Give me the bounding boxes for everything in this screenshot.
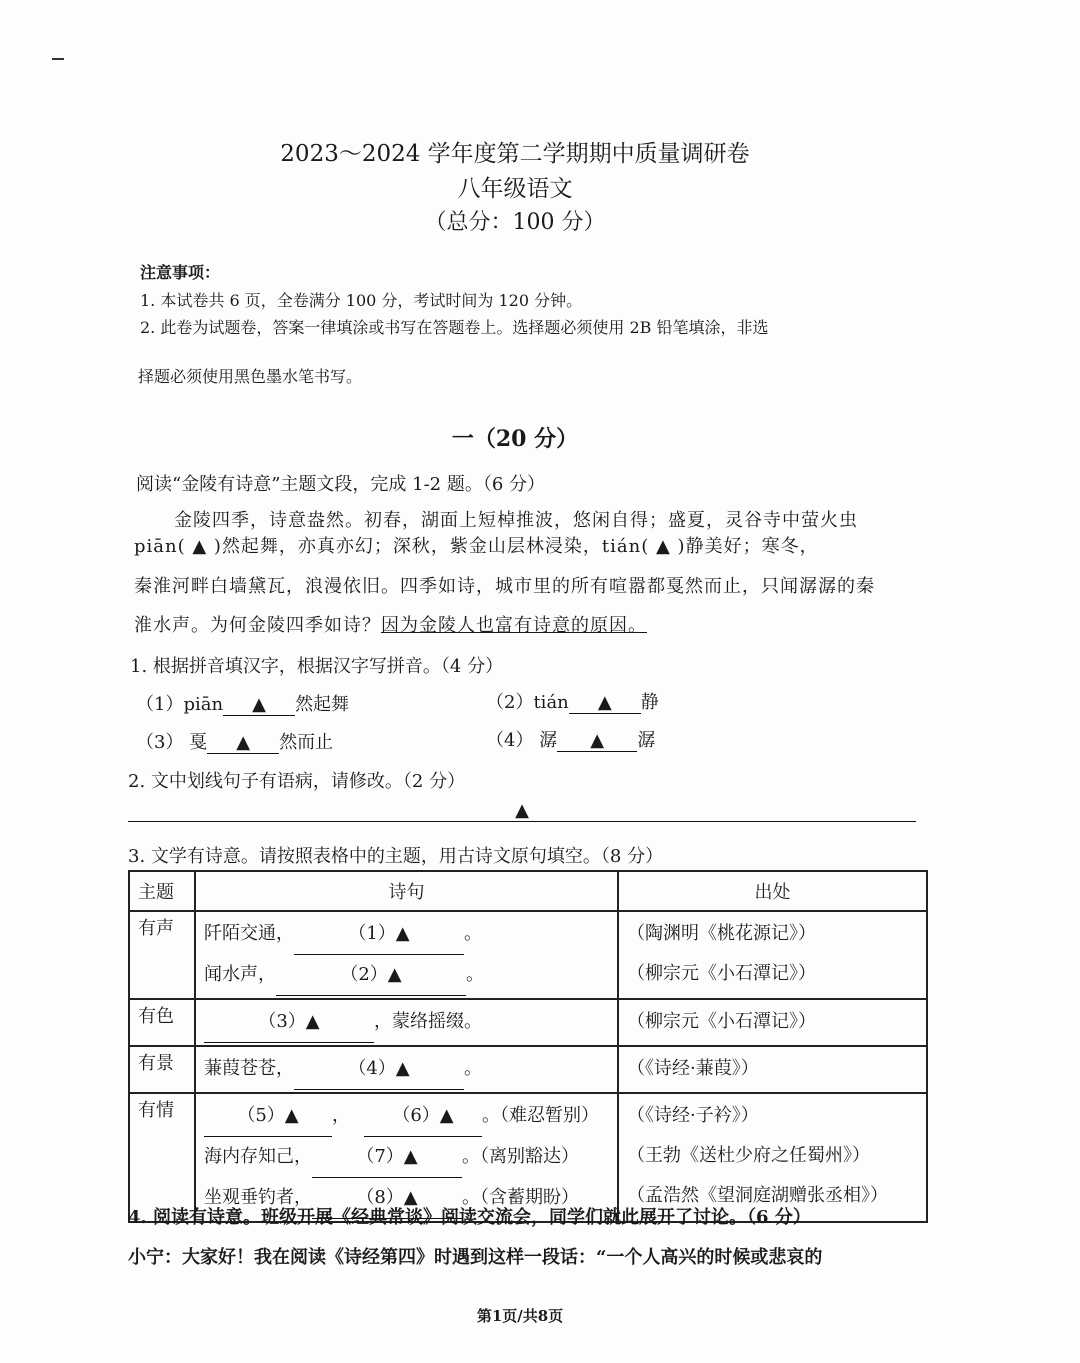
q1-item (486, 726, 655, 752)
poem-text: 坐观垂钓者， (204, 1187, 312, 1208)
answer-blank[interactable]: （1）▲ (294, 914, 464, 955)
poem-line (204, 1137, 609, 1178)
q1-label: （4） 潺 (486, 730, 558, 751)
q1-label: （1）piān (136, 694, 224, 715)
source-text: （柳宗元《小石潭记》） (627, 963, 816, 984)
poem-text: 阡陌交通， (204, 923, 294, 944)
poem-text: 海内存知己， (204, 1146, 312, 1167)
reading-intro: 阅读“金陵有诗意”主题文段，完成 1-2 题。（6 分） (136, 474, 546, 495)
source-text: （孟浩然《望洞庭湖赠张丞相》） (627, 1185, 888, 1206)
answer-blank[interactable]: ▲ (207, 732, 279, 754)
poem-line (204, 1096, 609, 1137)
answer-blank[interactable]: （6）▲ (364, 1096, 482, 1137)
theme-cell: 有色 (129, 999, 195, 1046)
q4-stem: 4. 阅读有诗意。班级开展《经典常谈》阅读交流会，同学们就此展开了讨论。（6 分） (128, 1207, 811, 1228)
q1-label: （2）tián (486, 692, 569, 713)
table-header-row (129, 871, 927, 911)
reading-line (134, 611, 647, 637)
poem-text: 闻水声， (204, 964, 276, 985)
q1-item (136, 690, 349, 716)
q1-label: 静 (640, 692, 659, 713)
q4-dialogue: 小宁：大家好！我在阅读《诗经第四》时遇到这样一段话：“一个人高兴的时候或悲哀的 (128, 1247, 823, 1268)
lines-cell (195, 911, 618, 999)
answer-blank[interactable]: ▲ (557, 730, 637, 752)
table-row (129, 1046, 927, 1093)
reading-line: piān( ▲ )然起舞，亦真亦幻；深秋，紫金山层林浸染，tián( ▲ )静美好；寒冬， (134, 536, 819, 557)
exam-title: 2023～2024 学年度第二学期期中质量调研卷 (280, 141, 750, 167)
source-cell (618, 999, 927, 1046)
reading-text: 淮水声。为何金陵四季如诗？ (134, 615, 381, 636)
source-cell (618, 911, 927, 999)
section-title: 一（20 分） (451, 426, 579, 452)
q1-item (486, 688, 659, 714)
answer-blank[interactable]: ▲ (569, 692, 641, 714)
q1-item (136, 728, 333, 754)
q3-stem: 3. 文学有诗意。请按照表格中的主题，用古诗文原句填空。（8 分） (128, 846, 664, 867)
q2-answer-line[interactable]: ▲ (128, 800, 916, 822)
answer-blank[interactable]: （3）▲ (204, 1002, 374, 1043)
poem-text: 。 (466, 964, 484, 985)
exam-subject: 八年级语文 (457, 176, 573, 202)
header-lines: 诗句 (195, 871, 618, 911)
underlined-sentence: 因为金陵人也富有诗意的原因。 (381, 615, 647, 636)
page-number: 第1页/共8页 (476, 1307, 564, 1325)
poem-text: ，蒙络摇缀。 (374, 1011, 482, 1032)
poem-text: 。（离别豁达） (462, 1146, 579, 1167)
q2-stem: 2. 文中划线句子有语病，请修改。（2 分） (128, 771, 466, 792)
theme-cell: 有情 (129, 1093, 195, 1222)
answer-blank[interactable]: ▲ (223, 694, 295, 716)
note-item: 1. 本试卷共 6 页，全卷满分 100 分，考试时间为 120 分钟。 (140, 291, 583, 310)
reading-line: 秦淮河畔白墙黛瓦，浪漫依旧。四季如诗，城市里的所有喧嚣都戛然而止，只闻潺潺的秦 (134, 576, 875, 597)
source-text: （《诗经·子衿》） (627, 1105, 759, 1126)
answer-blank[interactable]: （5）▲ (204, 1096, 332, 1137)
poem-text: 。（含蓄期盼） (462, 1187, 579, 1208)
q1-stem: 1. 根据拼音填汉字，根据汉字写拼音。（4 分） (130, 656, 504, 677)
poem-text: ， (332, 1105, 350, 1126)
theme-cell: 有声 (129, 911, 195, 999)
source-text: （王勃《送杜少府之任蜀州》） (627, 1145, 870, 1166)
poem-line (204, 1049, 609, 1090)
source-text: （柳宗元《小石潭记》） (627, 1011, 816, 1032)
note-item: 2. 此卷为试题卷，答案一律填涂或书写在答题卷上。选择题必须使用 2B 铅笔填涂，非选 (140, 318, 769, 337)
answer-blank[interactable]: （2）▲ (276, 955, 466, 996)
poem-text: 。 (464, 923, 482, 944)
scan-mark (52, 58, 64, 60)
q1-label: （3） 戛 (136, 732, 208, 753)
table-row (129, 911, 927, 999)
source-text: （陶渊明《桃花源记》） (627, 923, 816, 944)
source-text: （《诗经·蒹葭》） (627, 1058, 759, 1079)
lines-cell (195, 999, 618, 1046)
poem-text: 蒹葭苍苍， (204, 1058, 294, 1079)
answer-blank[interactable]: （4）▲ (294, 1049, 464, 1090)
theme-cell: 有景 (129, 1046, 195, 1093)
q1-label: 然起舞 (295, 694, 350, 715)
poem-line (204, 914, 609, 955)
table-row (129, 999, 927, 1046)
poem-line (204, 955, 609, 996)
note-item: 择题必须使用黑色墨水笔书写。 (138, 367, 363, 386)
reading-line: 金陵四季，诗意盎然。初春，湖面上短棹推波，悠闲自得；盛夏，灵谷寺中萤火虫 (174, 510, 858, 531)
answer-blank[interactable]: （8）▲ (312, 1178, 462, 1219)
q1-label: 然而止 (279, 732, 334, 753)
q1-label: 潺 (637, 730, 656, 751)
header-source: 出处 (618, 871, 927, 911)
exam-total: （总分：100 分） (424, 210, 606, 235)
poem-text: 。 (464, 1058, 482, 1079)
source-cell (618, 1046, 927, 1093)
poem-line (204, 1002, 609, 1043)
header-theme: 主题 (129, 871, 195, 911)
answer-blank[interactable]: （7）▲ (312, 1137, 462, 1178)
lines-cell (195, 1046, 618, 1093)
notes-heading: 注意事项： (140, 263, 221, 282)
poem-text: 。（难忍暂别） (482, 1105, 599, 1126)
poetry-table (128, 870, 928, 1223)
